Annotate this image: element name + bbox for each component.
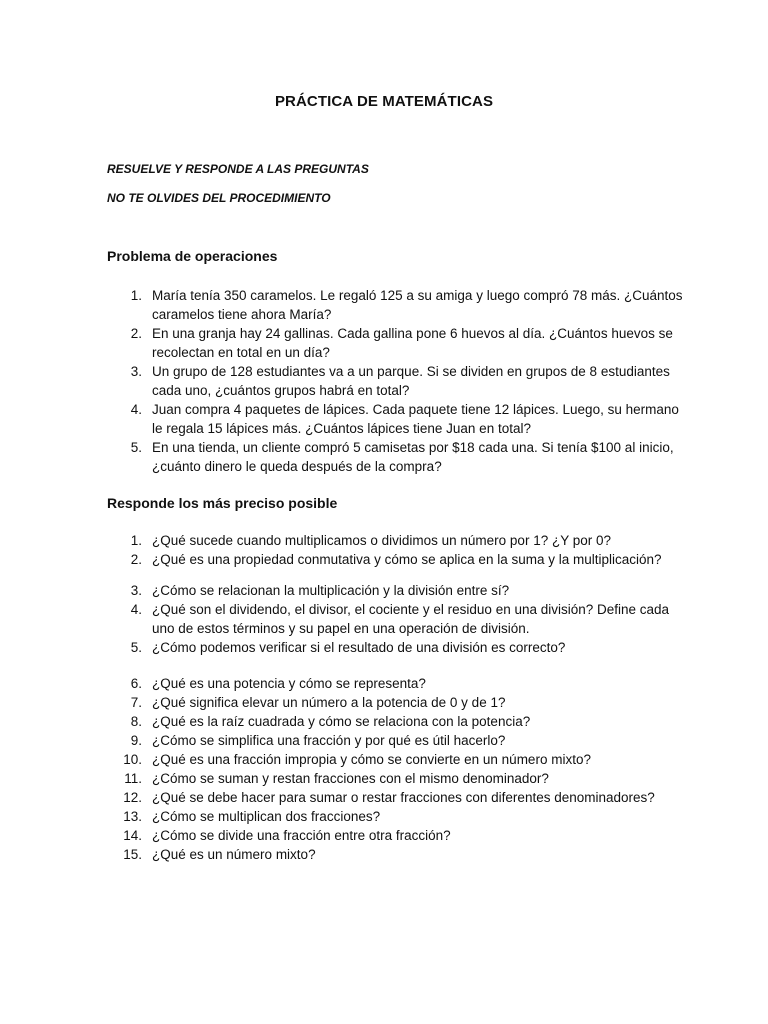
list-item-number: 4. [130,402,142,417]
list-item-number: 10. [123,752,142,767]
list-item-text: ¿Cómo se simplifica una fracción y por qué es útil hacerlo? [152,733,506,748]
list-item-text: ¿Qué es una propiedad conmutativa y cómo se aplica en la suma y la multiplicación? [152,552,662,567]
page-title: PRÁCTICA DE MATEMÁTICAS [274,93,494,110]
list-item-text: ¿Cómo se divide una fracción entre otra fracción? [152,828,451,843]
list-item-text: ¿Cómo se suman y restan fracciones con el mismo denominador? [152,771,549,786]
list-item [107,807,687,826]
list-item-number: 6. [130,676,142,691]
list-item [107,731,687,750]
list-item [107,400,687,438]
list-item [107,600,687,638]
list-item-text: En una granja hay 24 gallinas. Cada gallina pone 6 huevos al día. ¿Cuántos huevos se recolectan en total en un día? [152,326,673,360]
list-item [107,788,687,807]
list-item [107,531,687,550]
list-item-text: ¿Cómo se relacionan la multiplicación y la división entre sí? [152,583,510,598]
list-item-number: 1. [130,288,142,303]
list-item-number: 3. [130,583,142,598]
list-item-text: ¿Qué se debe hacer para sumar o restar fracciones con diferentes denominadores? [152,790,655,805]
list-item-number: 8. [130,714,142,729]
list-item-text: ¿Qué es la raíz cuadrada y cómo se relaciona con la potencia? [152,714,531,729]
list-item-number: 3. [130,364,142,379]
list-item [107,550,687,569]
list-item-number: 9. [130,733,142,748]
operations-problem-list [107,286,687,476]
section-heading-operations: Problema de operaciones [107,248,278,264]
list-item-text: Juan compra 4 paquetes de lápices. Cada paquete tiene 12 lápices. Luego, su hermano le regala 15 lápices más. ¿Cuántos lápices tiene Juan en total? [152,402,679,436]
list-item [107,845,687,864]
list-item [107,769,687,788]
list-item [107,826,687,845]
list-item-text: En una tienda, un cliente compró 5 camisetas por $18 cada una. Si tenía $100 al inicio, ¿cuánto dinero le queda después de la compra? [152,440,674,474]
list-item [107,638,687,657]
list-item-number: 14. [123,828,142,843]
list-item [107,674,687,693]
list-item-text: Un grupo de 128 estudiantes va a un parque. Si se dividen en grupos de 8 estudiantes cada uno, ¿cuántos grupos habrá en total? [152,364,670,398]
list-item-text: ¿Qué es una fracción impropia y cómo se convierte en un número mixto? [152,752,591,767]
list-item-number: 5. [130,440,142,455]
instruction-solve: RESUELVE Y RESPONDE A LAS PREGUNTAS [107,162,369,176]
list-item-text: ¿Qué significa elevar un número a la potencia de 0 y de 1? [152,695,506,710]
list-item-number: 12. [123,790,142,805]
list-item-number: 2. [130,326,142,341]
instruction-procedure: NO TE OLVIDES DEL PROCEDIMIENTO [107,191,331,205]
list-item [107,581,687,600]
list-item-text: ¿Qué es una potencia y cómo se representa? [152,676,426,691]
list-item [107,712,687,731]
list-item [107,693,687,712]
list-item-number: 2. [130,552,142,567]
list-item-number: 7. [130,695,142,710]
list-item-text: ¿Qué es un número mixto? [152,847,316,862]
questions-list [107,531,687,864]
list-item-text: ¿Cómo podemos verificar si el resultado de una división es correcto? [152,640,566,655]
list-item-number: 1. [130,533,142,548]
list-item-text: ¿Cómo se multiplican dos fracciones? [152,809,381,824]
list-item-number: 15. [123,847,142,862]
list-item-text: ¿Qué son el dividendo, el divisor, el cociente y el residuo en una división? Define cada uno de estos términos y su papel en una operación de división. [152,602,670,636]
list-item-number: 4. [130,602,142,617]
list-item [107,324,687,362]
list-item [107,750,687,769]
list-item-number: 11. [124,771,142,786]
list-item-text: ¿Qué sucede cuando multiplicamos o dividimos un número por 1? ¿Y por 0? [152,533,611,548]
list-item-number: 13. [123,809,142,824]
list-item [107,286,687,324]
list-item-number: 5. [130,640,142,655]
list-item [107,362,687,400]
list-item [107,438,687,476]
list-item-text: María tenía 350 caramelos. Le regaló 125 a su amiga y luego compró 78 más. ¿Cuántos caramelos tiene ahora María? [152,288,683,322]
section-heading-questions: Responde los más preciso posible [107,495,338,511]
